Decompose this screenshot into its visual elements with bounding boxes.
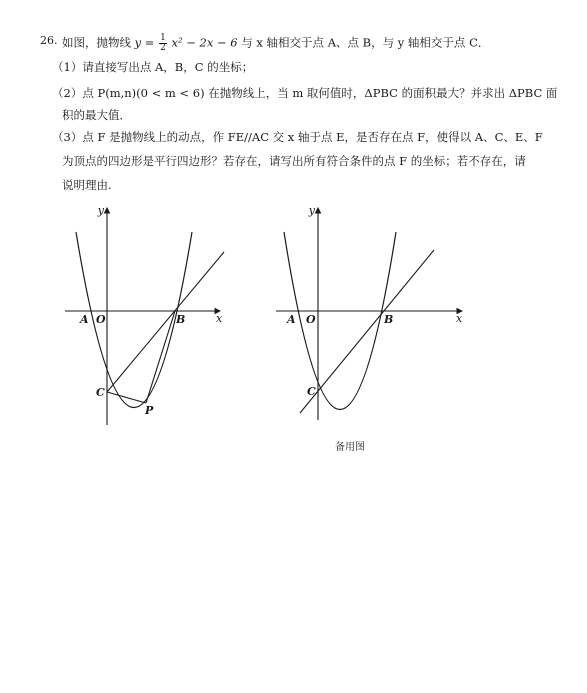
part-2-text-1: 点 P(m,n)(0 < m < 6) 在抛物线上，当 m 取何值时，ΔPBC 的面积最大？并求出 ΔPBC 面 bbox=[82, 86, 558, 100]
fig1-x-label: x bbox=[216, 312, 223, 325]
stem-suffix: 与 x 轴相交于点 A、点 B，与 y 轴相交于点 C． bbox=[241, 35, 490, 50]
fraction-numerator: 1 bbox=[160, 33, 166, 43]
fig1-point-o: O bbox=[96, 313, 106, 326]
fig1-line-bc bbox=[107, 252, 224, 392]
fig1-y-label: y bbox=[97, 204, 104, 217]
part-2-line-2: 积的最大值． bbox=[62, 108, 131, 122]
fig2-parabola bbox=[284, 232, 396, 410]
part-3-line-2: 为顶点的四边形是平行四边形？若存在，请写出所有符合条件的点 F 的坐标；若不存在，请 bbox=[62, 154, 526, 168]
fraction-denominator: 2 bbox=[160, 43, 166, 53]
part-1-text: 请直接写出点 A，B，C 的坐标； bbox=[82, 60, 254, 74]
fig2-x-label: x bbox=[456, 312, 463, 325]
question-number: 26. bbox=[40, 34, 58, 47]
fig2-point-b: B bbox=[384, 313, 394, 326]
part-2-label: （2） bbox=[52, 86, 83, 100]
fig2-point-o: O bbox=[306, 313, 316, 326]
figure-2 bbox=[276, 204, 463, 420]
fig1-point-a: A bbox=[80, 313, 89, 326]
part-1-label: （1） bbox=[52, 60, 83, 74]
part-3-text-1: 点 F 是抛物线上的动点，作 FE//AC 交 x 轴于点 E，是否存在点 F，使得以 A、C、E、F bbox=[82, 130, 543, 144]
equation-lhs: y = bbox=[134, 35, 155, 50]
part-3-label: （3） bbox=[52, 130, 83, 144]
fig1-point-b: B bbox=[176, 313, 186, 326]
fig2-point-c: C bbox=[307, 385, 316, 398]
fig1-segment-pb bbox=[146, 311, 175, 403]
fig1-point-p: P bbox=[145, 404, 154, 417]
fig1-parabola bbox=[76, 232, 192, 408]
fig1-point-c: C bbox=[96, 386, 105, 399]
fig2-y-label: y bbox=[308, 204, 315, 217]
fig2-line-bc bbox=[300, 250, 434, 413]
figure-caption: 备用图 bbox=[335, 442, 365, 453]
part-3-line-3: 说明理由. bbox=[62, 178, 112, 192]
stem-prefix: 如图，抛物线 bbox=[62, 35, 131, 50]
fig1-segment-cp bbox=[107, 392, 146, 403]
fig2-point-a: A bbox=[287, 313, 296, 326]
figure-1 bbox=[65, 204, 224, 425]
equation-rest: x² − 2x − 6 bbox=[171, 35, 238, 50]
